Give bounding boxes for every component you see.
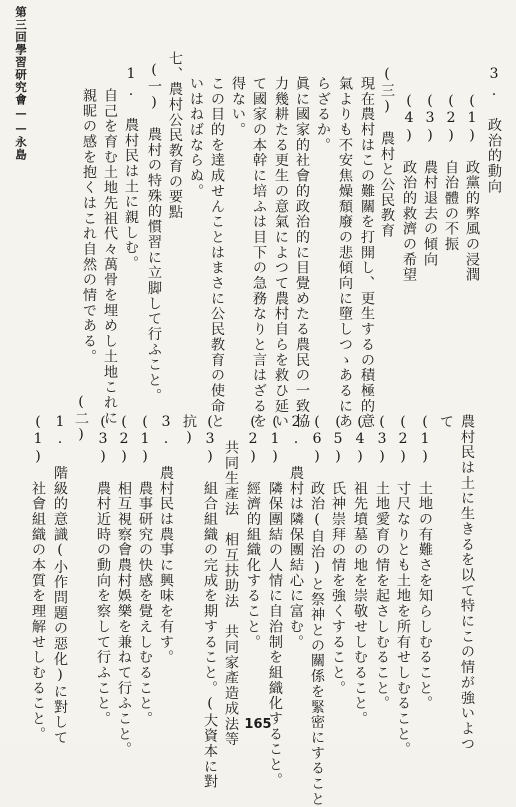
running-header: 第三回學習研究會——永島 (14, 6, 28, 161)
text-line: (3) 農村退去の傾向 (422, 93, 438, 268)
text-line: 3. 政治的動向 (486, 66, 502, 195)
text-line: 1. 農村民は土に親しむ。 (123, 66, 139, 271)
text-line: 2. 農村は隣保團結心に富む。 (288, 414, 304, 650)
text-line: (6) 政治(自治)と祭神との關係を緊密にすること (309, 414, 325, 807)
text-line: (1) 政黨的弊風の浸潤 (464, 93, 480, 283)
text-line: (5) 氏神崇拜の情を強くすること。 (330, 414, 346, 696)
text-line: て國家の本幹に培ふは目下の急務なりと言はざるを (251, 76, 267, 430)
text-line: この目的を達成せんことはまさに公民教育の使命と (209, 76, 225, 430)
text-line: 現在農村はこの難關を打開し、更生するの積極的意 (359, 76, 375, 430)
text-line: 農村民は土に生きるを以て特にこの情が強いよつ (459, 414, 475, 752)
text-line: 得ない。 (230, 76, 246, 138)
text-line: (一) 農村の特殊的慣習に立脚して行ふこと。 (146, 62, 162, 404)
text-line: て (438, 414, 454, 430)
text-line: (二) (73, 394, 89, 444)
text-line: 眞に國家的社會的政治的に目覺めたる農民の一致協 (294, 76, 310, 430)
text-line: 3. 農村民は農事に興味を有す。 (158, 414, 174, 665)
text-line: (4) 祖先墳墓の地を崇敬せしむること。 (352, 414, 368, 727)
text-line: (4) 政治的救濟の希望 (401, 93, 417, 283)
text-line: 氣よりも不安焦燥頹廢の悲傾向に墮しつゝあるにあ (337, 76, 353, 430)
text-line: (2) 自治體の不振 (443, 93, 459, 252)
text-line: 抗) (181, 414, 197, 447)
text-line: 1. 階級的意識(小作問題の惡化)に對して (52, 414, 68, 746)
text-line: (2) 相互視察會農村娛樂を兼ねて行ふこと。 (116, 414, 132, 758)
text-line: 自己を育む土地先祖代々萬骨を埋めし土地これに (102, 88, 118, 426)
text-line: 七、農村公民教育の要點 (167, 51, 183, 220)
text-line: (2) 寸尺なりとも土地を所有せしむること。 (395, 414, 411, 758)
text-line: 力幾耕たる更生の意氣によつて農村自らを救ひ延い (273, 76, 289, 430)
text-line: (3) 土地愛育の情を起さしむること。 (374, 414, 390, 712)
text-line: (1) 社會組織の本質を理解せしむること。 (30, 414, 46, 742)
text-line: (1) 隣保團結の人情に自治制を組織化すること。 (267, 414, 283, 788)
page-number: 165 (244, 717, 272, 732)
text-line: (2) 經濟的組織化すること。 (245, 414, 261, 650)
text-line: 親昵の感を抱くはこれ自然の情である。 (81, 88, 97, 365)
text-line: (1) 土地の有難さを知らしむること。 (417, 414, 433, 712)
text-line: (3) 農村近時の動向を察して行ふこと。 (95, 414, 111, 727)
text-line: (三) 農村と公民教育 (379, 66, 395, 239)
text-line: (1) 農事研究の快感を覺えしむること。 (137, 414, 153, 727)
text-line: らざるか。 (315, 76, 331, 153)
text-line: 共同生產法 相互扶助法 共同家產造成法等 (223, 440, 239, 747)
text-line: (3) 組合組織の完成を期すること。(大資本に對 (202, 414, 218, 790)
text-line: いはねばならぬ。 (188, 76, 204, 199)
